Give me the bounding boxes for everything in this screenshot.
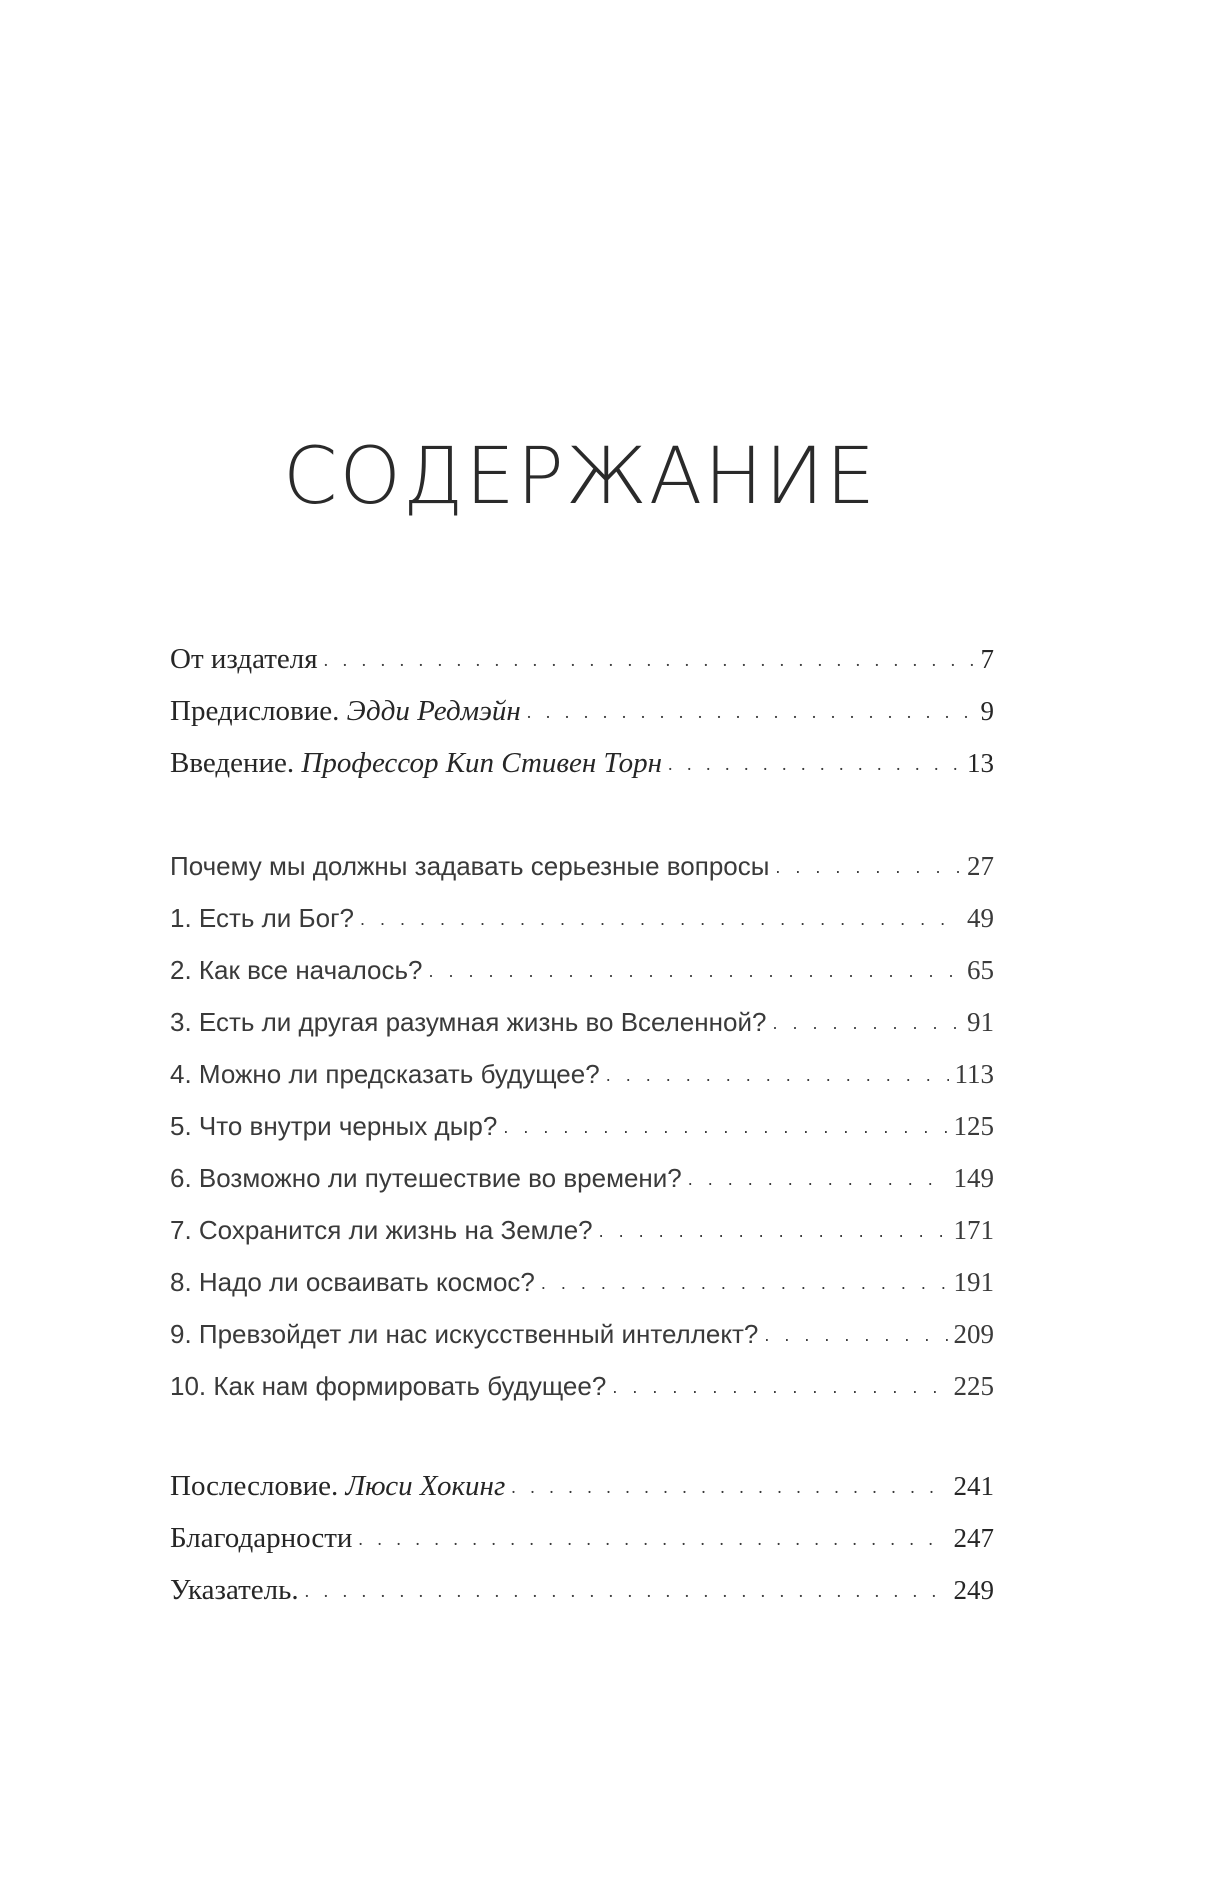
toc-entry-title: 2. Как все началось? [170, 955, 423, 985]
toc-entry-title: 5. Что внутри черных дыр? [170, 1111, 498, 1141]
toc-entry-title: 1. Есть ли Бог? [170, 903, 355, 933]
toc-page-number: 241 [953, 1471, 994, 1501]
toc-page-number: 225 [953, 1371, 994, 1401]
dot-leader [527, 683, 975, 738]
toc-entry-title: 3. Есть ли другая разумная жизнь во Вселенной? [170, 1007, 767, 1037]
dot-leader [358, 1510, 947, 1565]
toc-page-number: 209 [953, 1319, 994, 1349]
dot-leader [511, 1458, 947, 1513]
toc-entry-chapter-9[interactable] [170, 1308, 994, 1360]
entry-author: Люси Хокинг [338, 1470, 506, 1502]
toc-chapters [170, 840, 994, 1412]
entry-label: Предисловие. [170, 695, 340, 727]
dot-leader [775, 838, 961, 893]
toc-entry-acknowledgements[interactable] [170, 1512, 994, 1564]
entry-label: Введение. [170, 747, 295, 779]
toc-entry-title [170, 737, 662, 789]
toc-front-matter [170, 633, 994, 789]
toc-entry-title: Почему мы должны задавать серьезные вопросы [170, 851, 770, 881]
dot-leader [668, 735, 961, 790]
toc-entry-chapter-2[interactable] [170, 944, 994, 996]
toc-page-number: 149 [953, 1163, 994, 1193]
dot-leader [429, 942, 962, 997]
toc-page-number: 91 [967, 1007, 994, 1037]
toc-page-number: 27 [967, 851, 994, 881]
page-title: СОДЕРЖАНИЕ [283, 432, 877, 523]
toc-entry-title [170, 1460, 505, 1512]
toc-entry-foreword[interactable] [170, 685, 994, 737]
entry-label: Благодарности [170, 1522, 353, 1554]
toc-entry-chapter-4[interactable] [170, 1048, 994, 1100]
toc-page-number: 247 [953, 1523, 994, 1553]
toc-entry-title [170, 1564, 299, 1616]
dot-leader [360, 890, 961, 945]
toc-entry-title: 4. Можно ли предсказать будущее? [170, 1059, 600, 1089]
toc-entry-chapter-8[interactable] [170, 1256, 994, 1308]
toc-page-number: 49 [967, 903, 994, 933]
dot-leader [305, 1562, 948, 1617]
dot-leader [324, 631, 975, 686]
entry-label: Указатель. [170, 1574, 299, 1606]
entry-author: Профессор Кип Стивен Торн [294, 747, 662, 779]
toc-entry-title [170, 685, 521, 737]
dot-leader [688, 1150, 948, 1205]
toc-page-number: 7 [980, 644, 994, 674]
dot-leader [541, 1254, 948, 1309]
toc-entry-title: 8. Надо ли осваивать космос? [170, 1267, 535, 1297]
toc-page-number: 13 [967, 748, 994, 778]
dot-leader [599, 1202, 948, 1257]
toc-entry-chapter-3[interactable] [170, 996, 994, 1048]
dot-leader [772, 994, 961, 1049]
dot-leader [764, 1306, 947, 1361]
toc-entry-chapter-5[interactable] [170, 1100, 994, 1152]
toc-page-number: 9 [980, 696, 994, 726]
toc-page-number: 113 [954, 1059, 994, 1089]
toc-entry-chapter-10[interactable] [170, 1360, 994, 1412]
toc-page-number: 65 [967, 955, 994, 985]
toc-entry-chapter-6[interactable] [170, 1152, 994, 1204]
toc-page-number: 125 [953, 1111, 994, 1141]
entry-label: Послесловие. [170, 1470, 339, 1502]
toc-page-number: 191 [953, 1267, 994, 1297]
toc-entry-title [170, 633, 318, 685]
entry-label: От издателя [170, 643, 318, 675]
dot-leader [606, 1046, 949, 1101]
toc-entry-introduction[interactable] [170, 737, 994, 789]
toc-entry-title: 6. Возможно ли путешествие во времени? [170, 1163, 682, 1193]
toc-entry-publisher[interactable] [170, 633, 994, 685]
toc-entry-title: 7. Сохранится ли жизнь на Земле? [170, 1215, 593, 1245]
dot-leader [612, 1358, 947, 1413]
toc-entry-chapter-7[interactable] [170, 1204, 994, 1256]
toc-entry-title [170, 1512, 352, 1564]
toc-entry-title: 9. Превзойдет ли нас искусственный интеллект? [170, 1319, 759, 1349]
toc-entry-chapter-1[interactable] [170, 892, 994, 944]
toc-entry-chapter-intro[interactable] [170, 840, 994, 892]
dot-leader [503, 1098, 947, 1153]
toc-page-number: 171 [953, 1215, 994, 1245]
toc-entry-afterword[interactable] [170, 1460, 994, 1512]
toc-back-matter [170, 1460, 994, 1616]
toc-entry-index[interactable] [170, 1564, 994, 1616]
entry-author: Эдди Редмэйн [339, 695, 521, 727]
toc-entry-title: 10. Как нам формировать будущее? [170, 1371, 607, 1401]
toc-page-number: 249 [953, 1575, 994, 1605]
